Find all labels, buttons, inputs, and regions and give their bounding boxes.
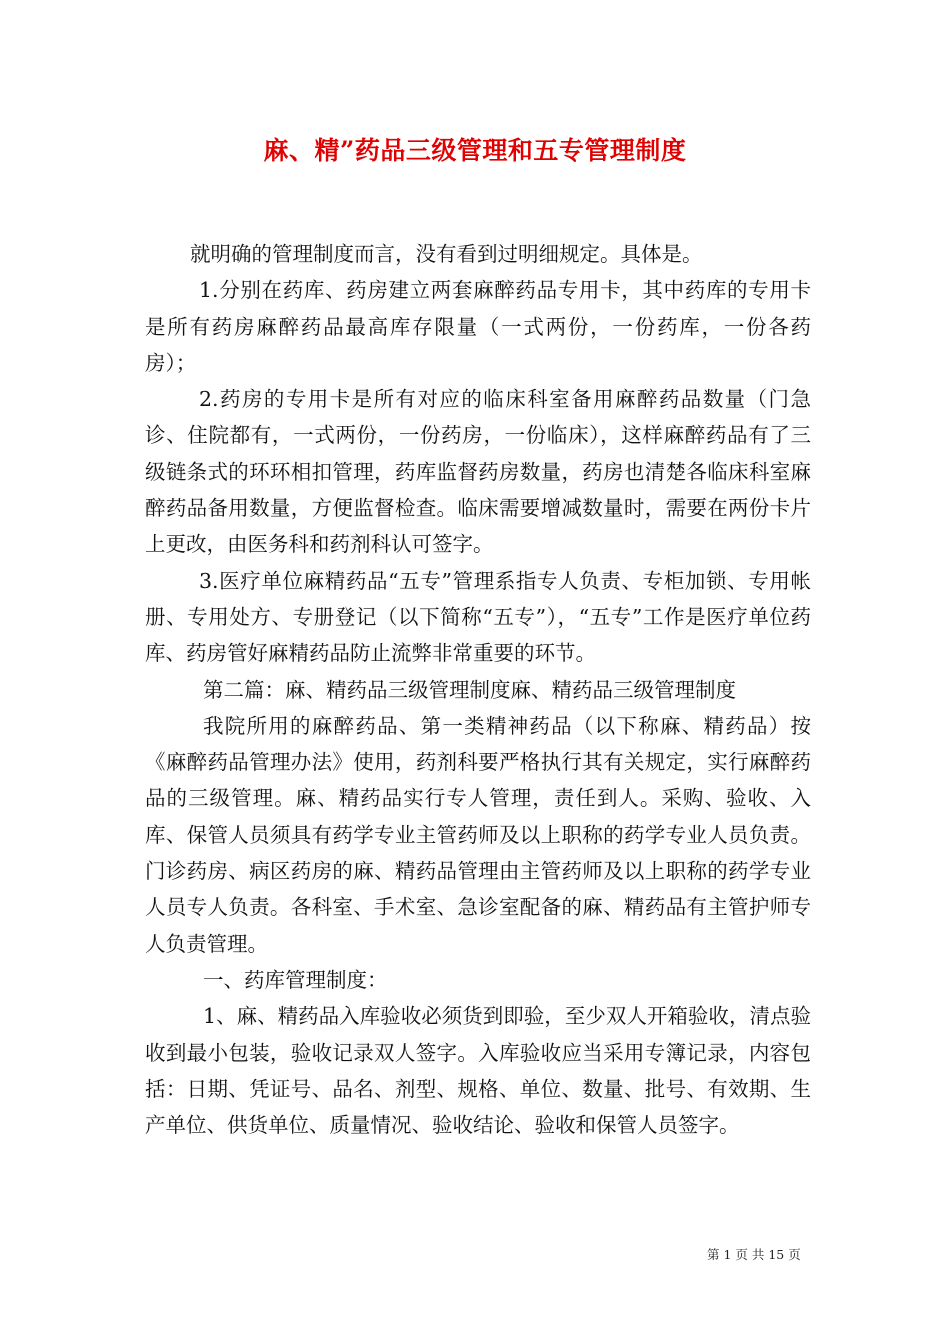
paragraph-chapter-heading: 第二篇：麻、精药品三级管理制度麻、精药品三级管理制度 — [203, 677, 736, 702]
document-title: 麻、精”药品三级管理和五专管理制度 — [263, 136, 687, 165]
document-body — [145, 236, 811, 1143]
paragraph-section-heading: 一、药库管理制度： — [203, 967, 388, 992]
paragraph-item-1: 1.分别在药库、药房建立两套麻醉药品专用卡，其中药库的专用卡是所有药房麻醉药品最高库存限量（一式两份，一份药库，一份各药房）； — [145, 278, 811, 375]
paragraph-item-3: 3.医疗单位麻精药品“五专”管理系指专人负责、专柜加锁、专用帐册、专用处方、专册登记（以下简称“五专”），“五专”工作是医疗单位药库、药房管好麻精药品防止流弊非常重要的环节。 — [145, 568, 811, 666]
paragraph-intro: 就明确的管理制度而言，没有看到过明细规定。具体是。 — [190, 242, 703, 266]
paragraph-item-2: 2.药房的专用卡是所有对应的临床科室备用麻醉药品数量（门急诊、住院都有，一式两份，一份药房，一份临床），这样麻醉药品有了三级链条式的环环相扣管理，药库监督药房数量，药房也清楚各临床科室麻醉药品备用数量，方便监督检查。临床需要增减数量时，需要在两份卡片上更改，由医务科和药剂科认可签字。 — [145, 387, 811, 557]
paragraph-warehouse-rule-1: 1、麻、精药品入库验收必须货到即验，至少双人开箱验收，清点验收到最小包装，验收记录双人签字。入库验收应当采用专簿记录，内容包括：日期、凭证号、品名、剂型、规格、单位、数量、批号、有效期、生产单位、供货单位、质量情况、验收结论、验收和保管人员签字。 — [145, 1004, 811, 1138]
page-number-footer: 第 1 页 共 15 页 — [707, 1247, 801, 1262]
paragraph-hospital-policy: 我院所用的麻醉药品、第一类精神药品（以下称麻、精药品）按《麻醉药品管理办法》使用，药剂科要严格执行其有关规定，实行麻醉药品的三级管理。麻、精药品实行专人管理，责任到人。采购、验收、入库、保管人员须具有药学专业主管药师及以上职称的药学专业人员负责。门诊药房、病区药房的麻、精药品管理由主管药师及以上职称的药学专业人员专人负责。各科室、手术室、急诊室配备的麻、精药品有主管护师专人负责管理。 — [145, 713, 811, 956]
